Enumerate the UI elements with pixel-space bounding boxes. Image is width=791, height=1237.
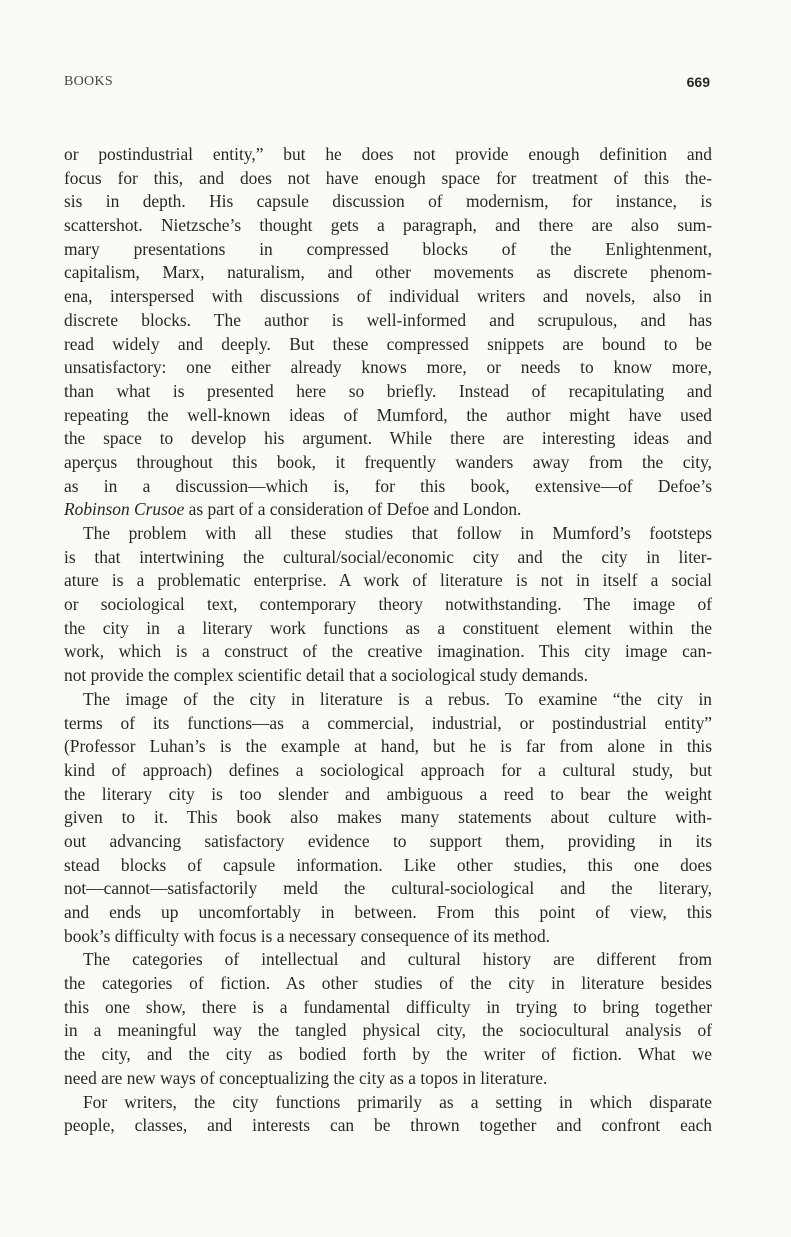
text-line: For writers, the city functions primarily as a setting in which disparate: [83, 1091, 712, 1112]
text-line: (Professor Luhan’s is the example at hand, but he is far from alone in this: [64, 736, 712, 757]
text-line: book’s difficulty with focus is a necessary consequence of its method.: [64, 925, 551, 946]
text-line: terms of its functions—as a commercial, industrial, or postindustrial entity”: [64, 712, 712, 733]
text-line: ature is a problematic enterprise. A work of literature is not in itself a social: [64, 570, 712, 591]
page-header: [64, 74, 710, 96]
text-line: the space to develop his argument. While there are interesting ideas and: [64, 428, 712, 449]
text-line: aperçus throughout this book, it frequently wanders away from the city,: [64, 451, 712, 472]
text-line: people, classes, and interests can be thrown together and confront each: [64, 1115, 712, 1136]
paragraph-5: [64, 1091, 712, 1138]
paragraph-2: [64, 522, 712, 688]
text-line: out advancing satisfactory evidence to support them, providing in its: [64, 830, 712, 851]
text-line: work, which is a construct of the creative imagination. This city image can-: [64, 641, 712, 662]
paragraph-3: [64, 688, 712, 949]
body-text: [64, 143, 712, 1138]
page-number: 669: [686, 74, 710, 90]
text-line: is that intertwining the cultural/social/economic city and the city in liter-: [64, 546, 712, 567]
text-line: as in a discussion—which is, for this book, extensive—of Defoe’s: [64, 475, 712, 496]
text-line: the city, and the city as bodied forth by the writer of fiction. What we: [64, 1044, 712, 1065]
text-line: The problem with all these studies that follow in Mumford’s footsteps: [83, 523, 712, 543]
text-line: and ends up uncomfortably in between. From this point of view, this: [64, 902, 712, 922]
text-line: focus for this, and does not have enough space for treatment of this the-: [64, 167, 712, 188]
text-line: not—cannot—satisfactorily meld the cultural-sociological and the literary,: [64, 878, 712, 899]
text-line: than what is presented here so briefly. Instead of recapitulating and: [64, 380, 712, 401]
text-line: The image of the city in literature is a rebus. To examine “the city in: [83, 688, 712, 709]
text-line: the categories of fiction. As other studies of the city in literature besides: [64, 973, 712, 994]
text-line: or sociological text, contemporary theory notwithstanding. The image of: [64, 594, 712, 615]
book-title: Robinson Crusoe: [64, 499, 185, 520]
text-line: stead blocks of capsule information. Like other studies, this one does: [64, 854, 712, 875]
text-line: or postindustrial entity,” but he does not provide enough definition and: [64, 144, 712, 164]
text-line: [64, 498, 712, 522]
text-line: mary presentations in compressed blocks of the Enlightenment,: [64, 238, 712, 259]
text-line: The categories of intellectual and cultural history are different from: [83, 949, 712, 970]
text-line: kind of approach) defines a sociological approach for a cultural study, but: [64, 759, 712, 780]
text-line: ena, interspersed with discussions of individual writers and novels, also in: [64, 286, 712, 307]
text-line: sis in depth. His capsule discussion of modernism, for instance, is: [64, 191, 712, 212]
running-head: BOOKS: [64, 74, 113, 89]
paragraph-1: [64, 143, 712, 522]
text-line: this one show, there is a fundamental difficulty in trying to bring together: [64, 996, 712, 1017]
text-line: need are new ways of conceptualizing the city as a topos in literature.: [64, 1067, 548, 1088]
text-line: the city in a literary work functions as a constituent element within the: [64, 617, 712, 638]
text-line: repeating the well-known ideas of Mumford, the author might have used: [64, 404, 712, 425]
paragraph-4: [64, 948, 712, 1090]
text-line: capitalism, Marx, naturalism, and other movements as discrete phenom-: [64, 262, 712, 283]
text-line: the literary city is too slender and ambiguous a reed to bear the weight: [64, 783, 712, 804]
text-line: read widely and deeply. But these compressed snippets are bound to be: [64, 333, 712, 354]
text-line: not provide the complex scientific detail that a sociological study demands.: [64, 665, 588, 686]
text-line: unsatisfactory: one either already knows more, or needs to know more,: [64, 357, 712, 378]
text-fragment: as part of a consideration of Defoe and London.: [184, 499, 522, 520]
text-line: given to it. This book also makes many statements about culture with-: [64, 807, 712, 828]
text-line: discrete blocks. The author is well-informed and scrupulous, and has: [64, 309, 712, 330]
text-line: in a meaningful way the tangled physical city, the sociocultural analysis of: [64, 1020, 712, 1041]
text-line: scattershot. Nietzsche’s thought gets a paragraph, and there are also sum-: [64, 215, 712, 236]
